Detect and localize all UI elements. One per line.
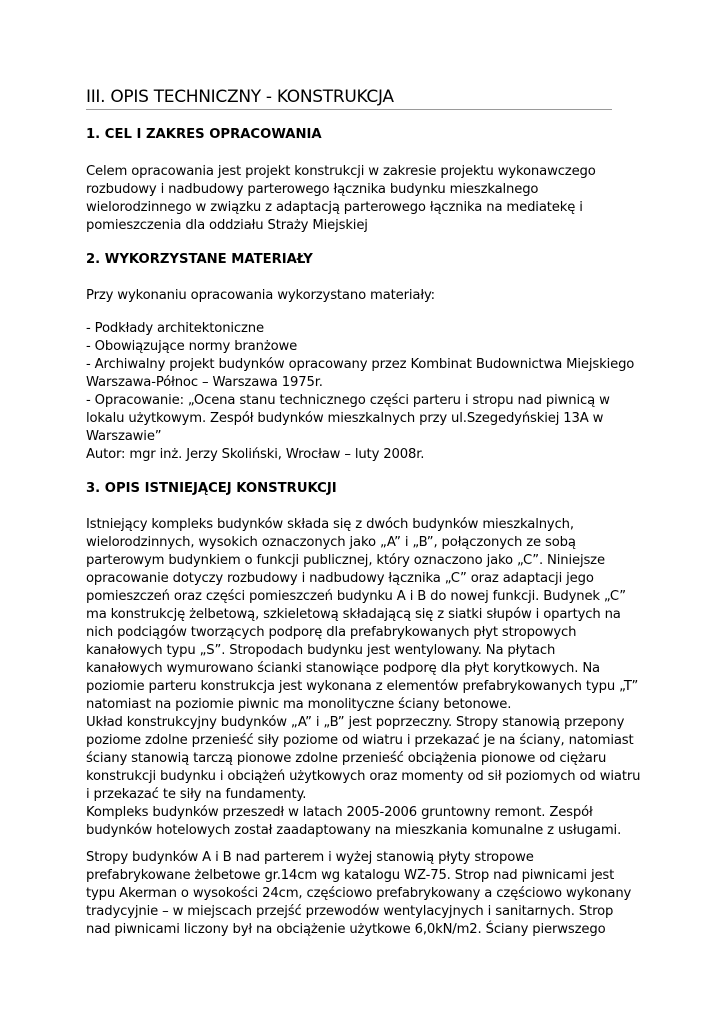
- text-line: Stropy budynków A i B nad parterem i wyżej stanowią płyty stropowe: [86, 850, 534, 865]
- text-line: opracowanie dotyczy rozbudowy i nadbudowy łącznika „C” oraz adaptacji jego: [86, 571, 594, 586]
- text-line: nich podciągów tworzących podporę dla prefabrykowanych płyt stropowych: [86, 625, 577, 640]
- text-line: Kompleks budynków przeszedł w latach 2005-2006 gruntowny remont. Zespół: [86, 805, 593, 820]
- text-line: poziome zdolne przenieść siły poziome od wiatru i przekazać je na ściany, natomiast: [86, 733, 634, 748]
- list-item: - Podkłady architektoniczne: [86, 321, 264, 336]
- text-line: Celem opracowania jest projekt konstrukcji w zakresie projektu wykonawczego: [86, 164, 596, 179]
- text-line: parterowym budynkiem o funkcji publicznej, który oznaczono jako „C”. Niniejsze: [86, 553, 605, 568]
- text-line: tradycyjnie – w miejscach przejść przewodów wentylacyjnych i sanitarnych. Strop: [86, 904, 614, 919]
- text-line: poziomie parteru konstrukcja jest wykonana z elementów prefabrykowanych typu „T”: [86, 679, 639, 694]
- text-line: Istniejący kompleks budynków składa się z dwóch budynków mieszkalnych,: [86, 517, 574, 532]
- text-line: pomieszczenia dla oddziału Straży Miejskiej: [86, 218, 368, 233]
- section-1-paragraph: [86, 163, 646, 235]
- text-line: kanałowych wymurowano ścianki stanowiące podporę dla płyt korytkowych. Na: [86, 661, 600, 676]
- text-line: pomieszczeń oraz części pomieszczeń budynku A i B do nowej funkcji. Budynek „C”: [86, 589, 626, 604]
- list-item: - Archiwalny projekt budynków opracowany przez Kombinat Budownictwa Miejskiego: [86, 357, 635, 372]
- text-line: kanałowych typu „S”. Stropodach budynku jest wentylowany. Na płytach: [86, 643, 556, 658]
- text-line: ściany stanowią tarczą pionowe zdolne przenieść obciążenia pionowe od ciężaru: [86, 751, 607, 766]
- section-2-heading: 2. WYKORZYSTANE MATERIAŁY: [86, 252, 313, 267]
- text-line: wielorodzinnych, wysokich oznaczonych jako „A” i „B”, połączonych ze sobą: [86, 535, 576, 550]
- text-line: typu Akerman o wysokości 24cm, częściowo prefabrykowany a częściowo wykonany: [86, 886, 632, 901]
- section-3-paragraph-2: [86, 849, 646, 939]
- text-line: nad piwnicami liczony był na obciążenie użytkowe 6,0kN/m2. Ściany pierwszego: [86, 922, 606, 937]
- text-line: natomiast na poziomie piwnic ma monolityczne ściany betonowe.: [86, 697, 512, 712]
- materials-list: [86, 320, 646, 464]
- section-1-heading: 1. CEL I ZAKRES OPRACOWANIA: [86, 127, 322, 142]
- list-item: - Opracowanie: „Ocena stanu technicznego części parteru i stropu nad piwnicą w: [86, 393, 610, 408]
- list-item: lokalu użytkowym. Zespół budynków mieszkalnych przy ul.Szegedyńskiej 13A w: [86, 411, 604, 426]
- section-3-heading: 3. OPIS ISTNIEJĄCEJ KONSTRUKCJI: [86, 481, 337, 496]
- text-line: konstrukcji budynku i obciążeń użytkowych oraz momenty od sił poziomych od wiatru: [86, 769, 641, 784]
- list-item: Warszawie”: [86, 429, 162, 444]
- text-line: Układ konstrukcyjny budynków „A” i „B” jest poprzeczny. Stropy stanowią przepony: [86, 715, 625, 730]
- list-item: - Obowiązujące normy branżowe: [86, 339, 298, 354]
- text-line: ma konstrukcję żelbetową, szkieletową składającą się z siatki słupów i opartych na: [86, 607, 621, 622]
- text-line: budynków hotelowych został zaadaptowany na mieszkania komunalne z usługami.: [86, 823, 622, 838]
- section-3-paragraph-1: [86, 516, 646, 840]
- text-line: rozbudowy i nadbudowy parterowego łącznika budynku mieszkalnego: [86, 182, 539, 197]
- document-title: III. OPIS TECHNICZNY - KONSTRUKCJA: [86, 86, 612, 110]
- text-line: i przekazać te siły na fundamenty.: [86, 787, 307, 802]
- list-item: Autor: mgr inż. Jerzy Skoliński, Wrocław – luty 2008r.: [86, 447, 425, 462]
- section-2-intro: Przy wykonaniu opracowania wykorzystano materiały:: [86, 288, 435, 303]
- text-line: wielorodzinnego w związku z adaptacją parterowego łącznika na mediatekę i: [86, 200, 583, 215]
- text-line: prefabrykowane żelbetowe gr.14cm wg katalogu WZ-75. Strop nad piwnicami jest: [86, 868, 615, 883]
- list-item: Warszawa-Północ – Warszawa 1975r.: [86, 375, 323, 390]
